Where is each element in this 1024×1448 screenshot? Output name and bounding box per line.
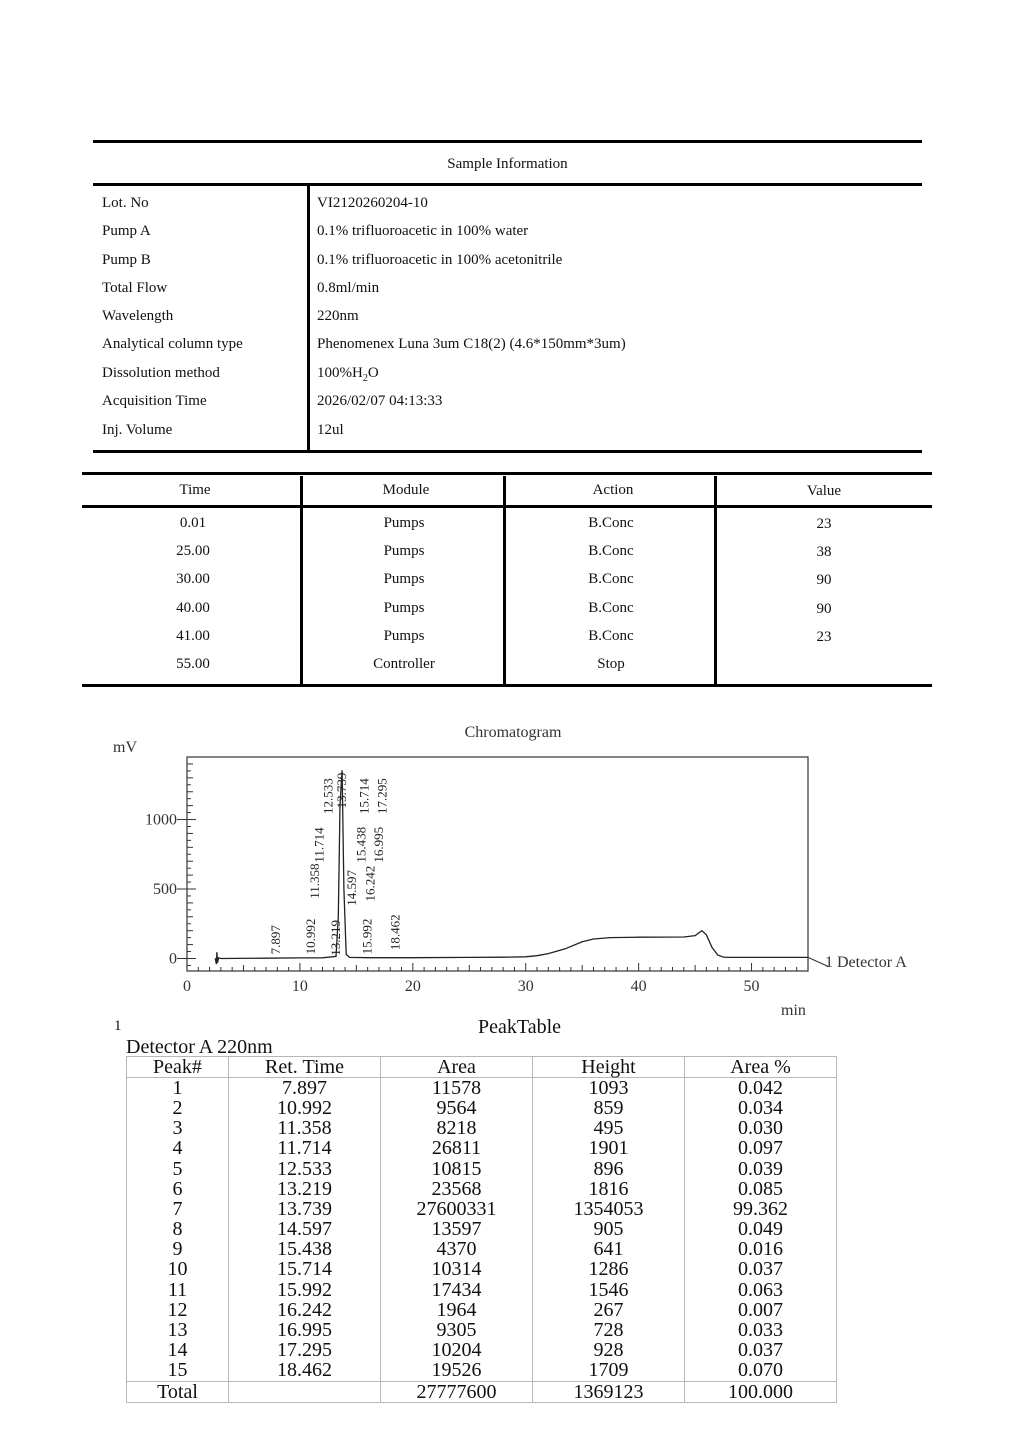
cell-ret-time: 15.438 xyxy=(229,1240,381,1260)
row-wavelength xyxy=(93,308,922,336)
row-acquisition-time xyxy=(93,393,922,421)
cell-height: 1816 xyxy=(533,1179,685,1199)
gradient-divider-1 xyxy=(300,476,303,686)
peak-label: 15.992 xyxy=(359,918,375,955)
cell-height: 1286 xyxy=(533,1260,685,1280)
row-column-type xyxy=(93,336,922,364)
cell-area: 9564 xyxy=(381,1098,533,1118)
row-dissolution xyxy=(93,365,922,393)
value-total-flow: 0.8ml/min xyxy=(317,280,380,296)
y-tick-label: 0 xyxy=(169,950,177,968)
table-row xyxy=(127,1260,837,1280)
cell-peak: 1 xyxy=(127,1078,229,1099)
cell-area: 11578 xyxy=(381,1078,533,1099)
cell-ret-time: 15.992 xyxy=(229,1280,381,1300)
cell-area: 8218 xyxy=(381,1119,533,1139)
cell-total-area: 27777600 xyxy=(381,1382,533,1403)
cell-peak: 2 xyxy=(127,1098,229,1118)
x-tick-label: 30 xyxy=(517,978,534,995)
table-row xyxy=(127,1361,837,1382)
value-lot-no: VI2120260204-10 xyxy=(317,195,428,211)
cell-height: 267 xyxy=(533,1300,685,1320)
cell-height: 641 xyxy=(533,1240,685,1260)
gradient-header-rule xyxy=(82,505,932,508)
cell-peak: 11 xyxy=(127,1280,229,1300)
cell-total-height: 1369123 xyxy=(533,1382,685,1403)
cell-area: 17434 xyxy=(381,1280,533,1300)
cell-height: 728 xyxy=(533,1320,685,1340)
table-row xyxy=(127,1159,837,1179)
header-ret-time: Ret. Time xyxy=(229,1057,381,1078)
cell-ret-time: 16.242 xyxy=(229,1300,381,1320)
cell-area-percent: 0.042 xyxy=(685,1078,837,1099)
sample-info-title: Sample Information xyxy=(447,156,568,172)
peak-label: 11.714 xyxy=(311,827,327,863)
table-row xyxy=(127,1139,837,1159)
peak-table-detector: Detector A 220nm xyxy=(126,1036,273,1058)
peak-label: 11.358 xyxy=(307,863,323,899)
peak-label: 16.242 xyxy=(362,865,378,902)
cell-peak: 10 xyxy=(127,1260,229,1280)
table-row xyxy=(127,1341,837,1361)
cell-height: 859 xyxy=(533,1098,685,1118)
cell-area-percent: 0.007 xyxy=(685,1300,837,1320)
cell-ret-time: 16.995 xyxy=(229,1320,381,1340)
chart-title: Chromatogram xyxy=(464,724,562,741)
cell-peak: 8 xyxy=(127,1220,229,1240)
cell-area-percent: 0.039 xyxy=(685,1159,837,1179)
row-lot-no xyxy=(93,195,922,223)
x-tick-label: 10 xyxy=(291,978,308,995)
cell-ret-time: 11.358 xyxy=(229,1119,381,1139)
table-row xyxy=(127,1300,837,1320)
cell-area-percent: 0.049 xyxy=(685,1220,837,1240)
gradient-divider-2 xyxy=(503,476,506,686)
label-pump-a: Pump A xyxy=(102,223,151,239)
peak-label: 13.739 xyxy=(334,772,350,809)
total-row xyxy=(127,1382,837,1403)
peak-label: 16.995 xyxy=(370,826,386,863)
gradient-top-rule xyxy=(82,472,932,475)
peak-label: 7.897 xyxy=(268,925,284,955)
gradient-divider-3 xyxy=(714,476,717,686)
cell-ret-time: 13.219 xyxy=(229,1179,381,1199)
cell-peak: 14 xyxy=(127,1341,229,1361)
cell-total-ret-time xyxy=(229,1382,381,1403)
cell-height: 495 xyxy=(533,1119,685,1139)
peak-label: 12.533 xyxy=(320,778,336,814)
cell-peak: 3 xyxy=(127,1119,229,1139)
cell-area-percent: 0.097 xyxy=(685,1139,837,1159)
cell-total-label: Total xyxy=(127,1382,229,1403)
peak-label: 18.462 xyxy=(387,914,403,951)
cell-ret-time: 14.597 xyxy=(229,1220,381,1240)
cell-ret-time: 11.714 xyxy=(229,1139,381,1159)
cell-area-percent: 99.362 xyxy=(685,1199,837,1219)
cell-area-percent: 0.016 xyxy=(685,1240,837,1260)
cell-peak: 7 xyxy=(127,1199,229,1219)
cell-area-percent: 0.085 xyxy=(685,1179,837,1199)
table-row xyxy=(127,1119,837,1139)
cell-peak: 15 xyxy=(127,1361,229,1382)
label-acquisition-time: Acquisition Time xyxy=(102,393,207,409)
cell-ret-time: 12.533 xyxy=(229,1159,381,1179)
cell-area-percent: 0.063 xyxy=(685,1280,837,1300)
label-lot-no: Lot. No xyxy=(102,195,149,211)
row-pump-a xyxy=(93,223,922,251)
cell-area-percent: 0.037 xyxy=(685,1260,837,1280)
gradient-bottom-rule xyxy=(82,684,932,687)
table-row xyxy=(127,1280,837,1300)
cell-ret-time: 13.739 xyxy=(229,1199,381,1219)
cell-peak: 12 xyxy=(127,1300,229,1320)
cell-area-percent: 0.034 xyxy=(685,1098,837,1118)
x-tick-label: 0 xyxy=(183,978,191,995)
cell-peak: 6 xyxy=(127,1179,229,1199)
cell-peak: 4 xyxy=(127,1139,229,1159)
y-tick-label: 500 xyxy=(153,881,177,899)
label-pump-b: Pump B xyxy=(102,252,151,268)
cell-height: 1709 xyxy=(533,1361,685,1382)
label-total-flow: Total Flow xyxy=(102,280,168,296)
header-area: Area xyxy=(381,1057,533,1078)
cell-area: 23568 xyxy=(381,1179,533,1199)
x-tick-label: 40 xyxy=(630,978,647,995)
gradient-program-table: Time Module Action Value 0.01 Pumps B.Conc 23 25.00 Pumps B.Conc 38 30.00 Pumps B.Conc 90 40.00 Pumps B.Conc 90 41.00 Pumps B.Conc 23 55.00 Controller Stop xyxy=(82,472,932,690)
cell-height: 1354053 xyxy=(533,1199,685,1219)
chart-axes xyxy=(145,764,808,995)
cell-area: 27600331 xyxy=(381,1199,533,1219)
y-tick-label: 1000 xyxy=(145,811,177,829)
peak-table xyxy=(126,1056,837,1403)
cell-total-area-percent: 100.000 xyxy=(685,1382,837,1403)
peak-labels xyxy=(268,773,402,956)
cell-area-percent: 0.070 xyxy=(685,1361,837,1382)
cell-ret-time: 7.897 xyxy=(229,1078,381,1099)
cell-ret-time: 17.295 xyxy=(229,1341,381,1361)
cell-ret-time: 18.462 xyxy=(229,1361,381,1382)
peak-label: 15.438 xyxy=(353,826,369,863)
table-row xyxy=(127,1220,837,1240)
peak-label: 15.714 xyxy=(356,778,372,814)
bottom-rule xyxy=(93,450,922,453)
cell-height: 896 xyxy=(533,1159,685,1179)
cell-area-percent: 0.033 xyxy=(685,1320,837,1340)
table-row xyxy=(127,1098,837,1118)
cell-area: 10204 xyxy=(381,1341,533,1361)
value-column-type: Phenomenex Luna 3um C18(2) (4.6*150mm*3um) xyxy=(317,336,626,352)
sample-information-table xyxy=(93,140,922,455)
cell-height: 905 xyxy=(533,1220,685,1240)
peak-label: 10.992 xyxy=(303,918,319,955)
chromatogram-chart xyxy=(95,715,935,1035)
x-tick-label: 50 xyxy=(743,978,760,995)
cell-area: 26811 xyxy=(381,1139,533,1159)
cell-area: 4370 xyxy=(381,1240,533,1260)
label-wavelength: Wavelength xyxy=(102,308,174,324)
cell-ret-time: 10.992 xyxy=(229,1098,381,1118)
value-acquisition-time: 2026/02/07 04:13:33 xyxy=(317,393,443,409)
header-peak-number: Peak# xyxy=(127,1057,229,1078)
cell-peak: 5 xyxy=(127,1159,229,1179)
label-dissolution: Dissolution method xyxy=(102,365,220,381)
cell-height: 1546 xyxy=(533,1280,685,1300)
peak-label: 17.295 xyxy=(374,778,390,814)
table-row xyxy=(127,1078,837,1099)
table-row xyxy=(127,1320,837,1340)
cell-area: 9305 xyxy=(381,1320,533,1340)
peak-table-title: PeakTable xyxy=(478,1016,562,1038)
cell-height: 1093 xyxy=(533,1078,685,1099)
peak-label: 13.219 xyxy=(328,919,344,956)
cell-peak: 9 xyxy=(127,1240,229,1260)
row-pump-b xyxy=(93,252,922,280)
title-rule xyxy=(93,183,922,186)
label-column-type: Analytical column type xyxy=(102,336,243,352)
value-pump-b: 0.1% trifluoroacetic in 100% acetonitrile xyxy=(317,252,563,268)
table-row xyxy=(127,1179,837,1199)
value-inj-volume: 12ul xyxy=(317,422,344,438)
cell-peak: 13 xyxy=(127,1320,229,1340)
chromatogram-svg xyxy=(95,715,935,1035)
cell-area-percent: 0.030 xyxy=(685,1119,837,1139)
peak-label: 14.597 xyxy=(343,869,359,906)
header-area-percent: Area % xyxy=(685,1057,837,1078)
cell-area: 10314 xyxy=(381,1260,533,1280)
cell-area: 10815 xyxy=(381,1159,533,1179)
y-axis-label: mV xyxy=(113,739,137,756)
detector-legend: 1 Detector A xyxy=(825,954,907,971)
row-total-flow xyxy=(93,280,922,308)
header-height: Height xyxy=(533,1057,685,1078)
table-row xyxy=(127,1240,837,1260)
cell-height: 1901 xyxy=(533,1139,685,1159)
cell-area: 13597 xyxy=(381,1220,533,1240)
table-row xyxy=(127,1199,837,1219)
top-rule xyxy=(93,140,922,143)
peak-table-header-row xyxy=(127,1057,837,1078)
cell-height: 928 xyxy=(533,1341,685,1361)
x-axis-label: min xyxy=(781,1002,806,1019)
cell-area: 1964 xyxy=(381,1300,533,1320)
label-inj-volume: Inj. Volume xyxy=(102,422,173,438)
cell-ret-time: 15.714 xyxy=(229,1260,381,1280)
x-tick-label: 20 xyxy=(404,978,421,995)
cell-area-percent: 0.037 xyxy=(685,1341,837,1361)
row-inj-volume xyxy=(93,422,922,450)
value-dissolution: $100\%H_2O$ xyxy=(317,365,379,384)
value-wavelength: 220nm xyxy=(317,308,359,324)
value-pump-a: 0.1% trifluoroacetic in 100% water xyxy=(317,223,529,239)
peak-table-number: 1 xyxy=(114,1018,122,1034)
cell-area: 19526 xyxy=(381,1361,533,1382)
